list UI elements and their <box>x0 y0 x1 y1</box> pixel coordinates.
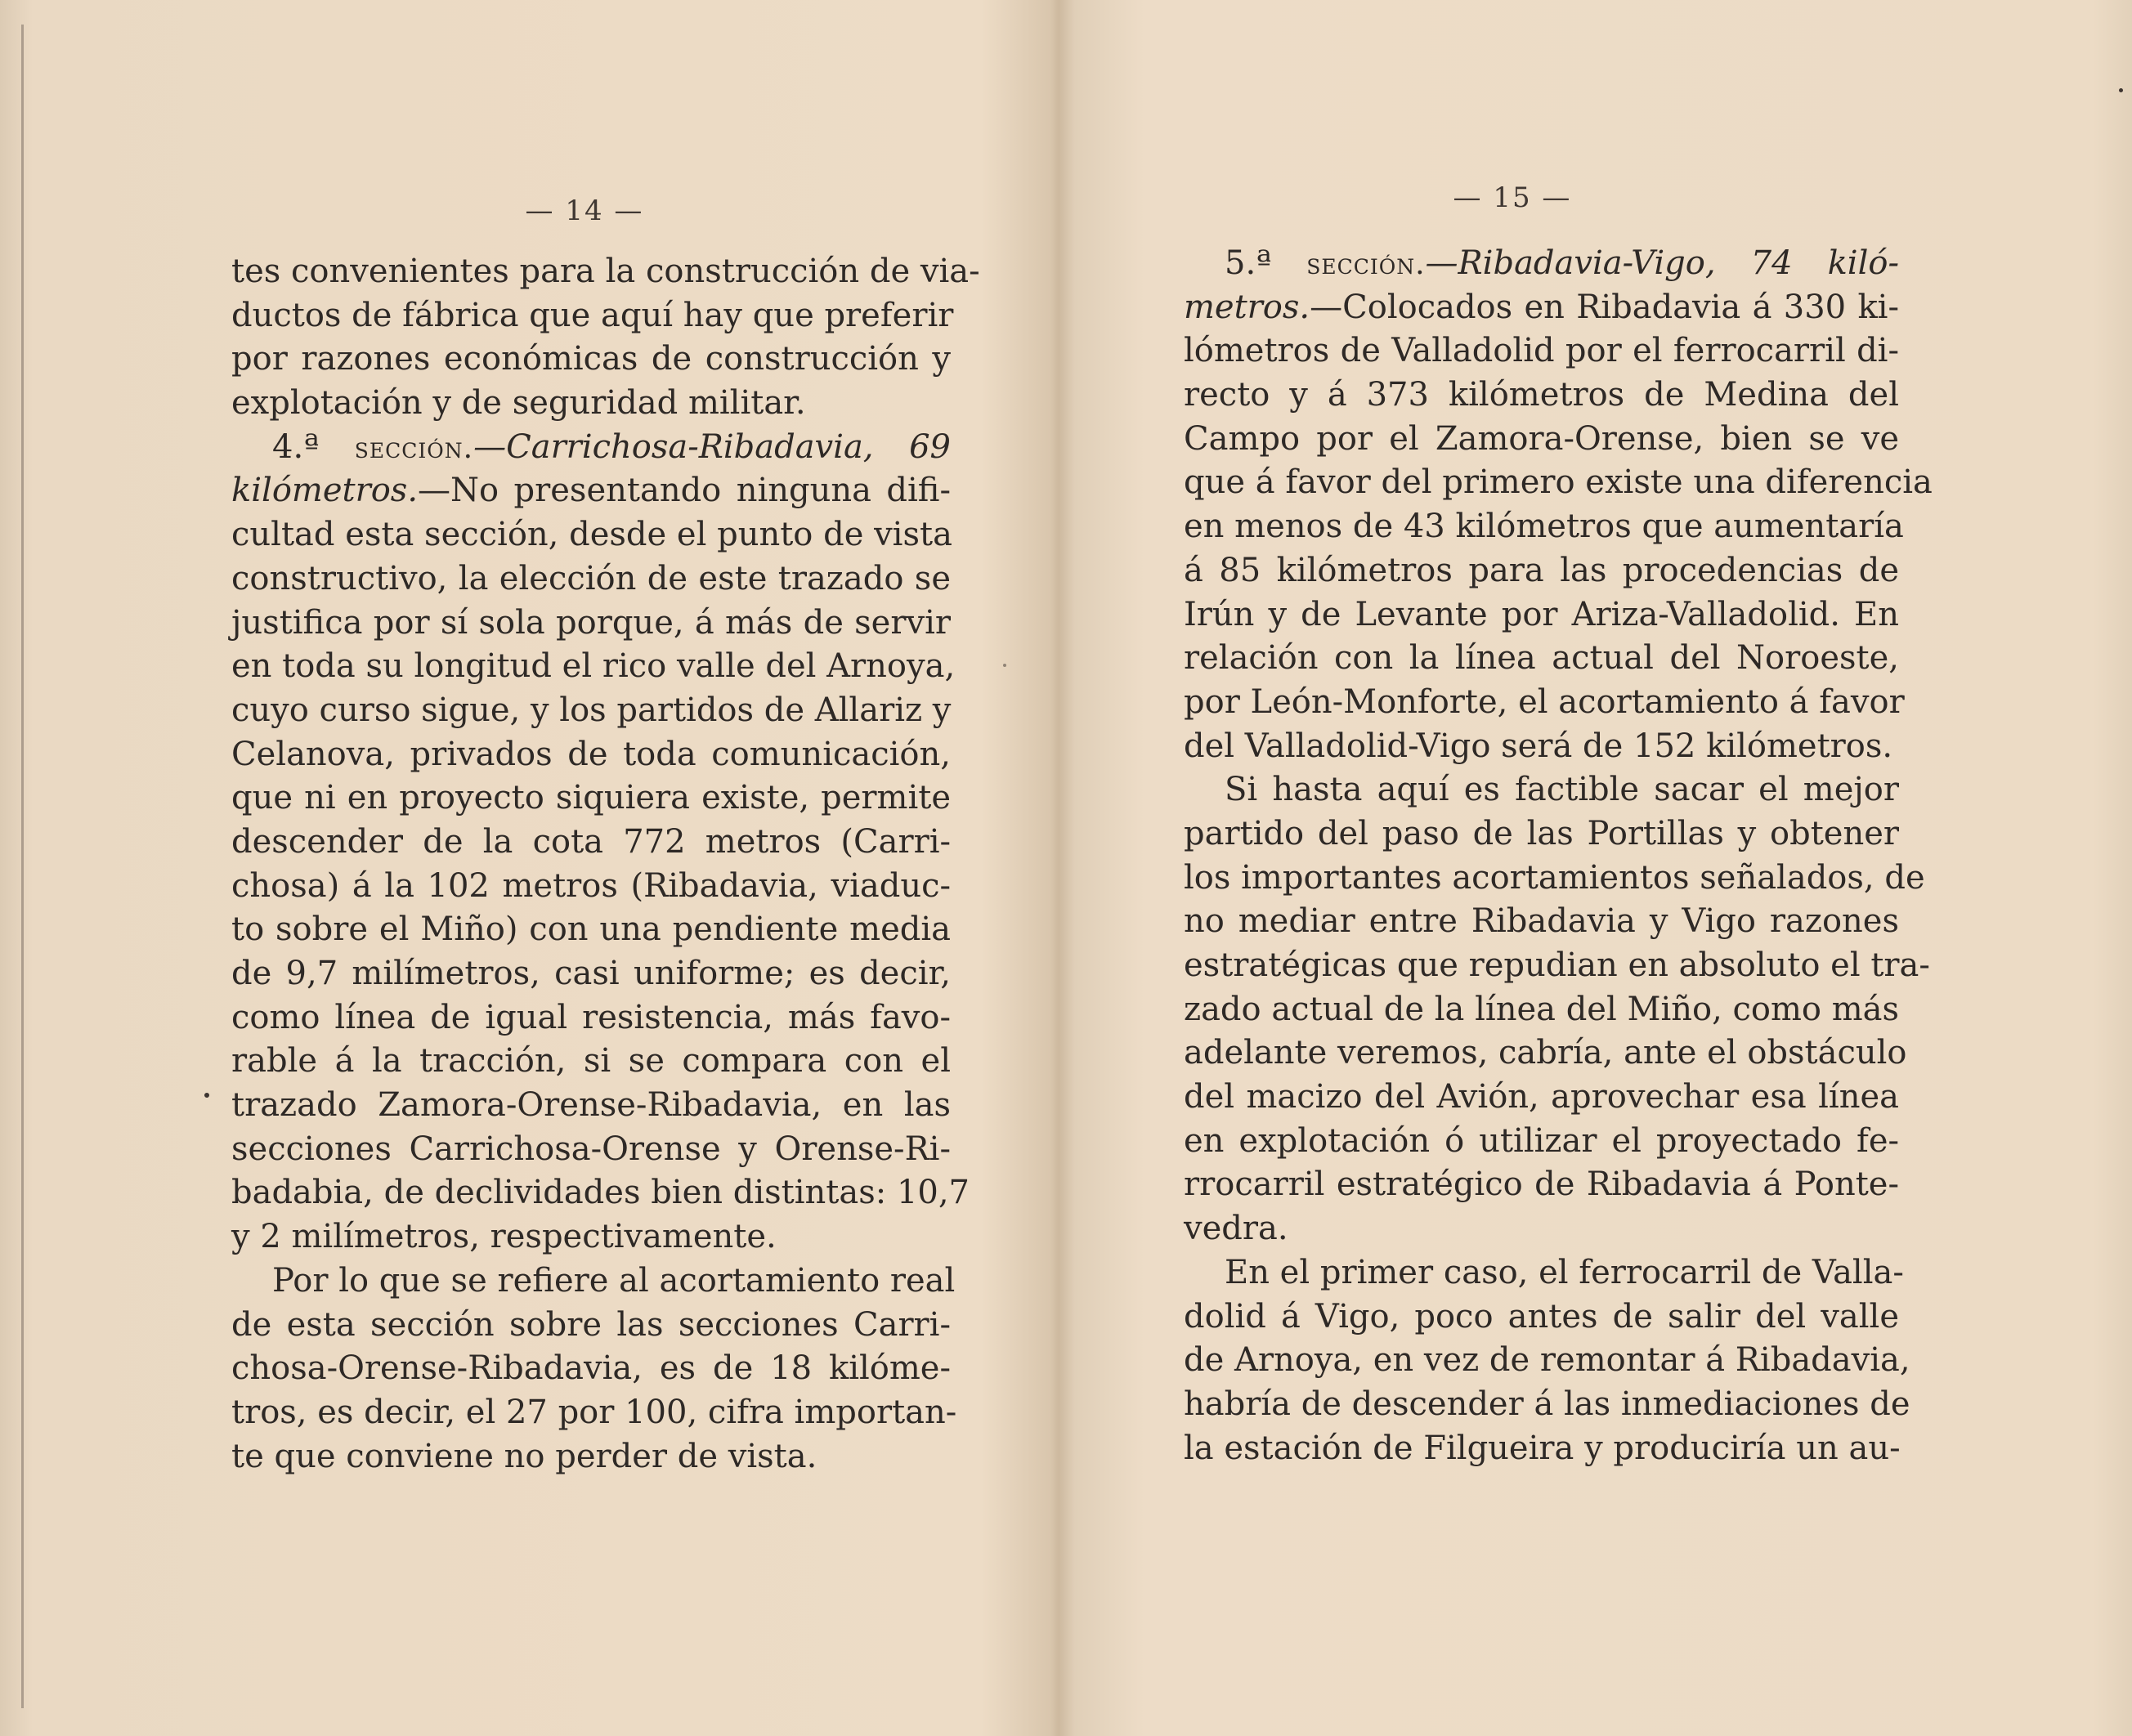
text-line: por razones económicas de construcción y <box>231 340 951 378</box>
text-line: habría de descender á las inmediaciones de <box>1184 1385 1910 1423</box>
text-fragment: —No presentando ninguna difi- <box>418 472 951 510</box>
text-line: en toda su longitud el rico valle del Arnoya, <box>231 647 956 686</box>
text-line: Celanova, privados de toda comunicación, <box>231 735 951 773</box>
text-line: cultad esta sección, desde el punto de vista <box>231 516 952 554</box>
section-title: —Ribadavia-Vigo, 74 kiló- <box>1425 244 1899 282</box>
text-line: en menos de 43 kilómetros que aumentaría <box>1184 508 1904 546</box>
text-line: Por lo que se refiere al acortamiento real <box>272 1261 956 1300</box>
text-line: á 85 kilómetros para las procedencias de <box>1184 551 1899 589</box>
text-line: como línea de igual resistencia, más favo- <box>231 998 951 1036</box>
text-line: tes convenientes para la construcción de via- <box>231 253 980 290</box>
text-fragment: —Colocados en Ribadavia á 330 ki- <box>1310 288 1899 326</box>
text-line: tros, es decir, el 27 por 100, cifra importan- <box>231 1393 957 1431</box>
text-line: vedra. <box>1184 1210 1288 1248</box>
text-line: relación con la línea actual del Noroeste, <box>1184 639 1899 678</box>
ink-speck <box>204 1093 209 1098</box>
text-line: zado actual de la línea del Miño, como más <box>1184 990 1900 1028</box>
right-page-text <box>1184 242 1933 1470</box>
text-line: del Valladolid-Vigo será de 152 kilómetros. <box>1184 727 1893 765</box>
section-number: 5.ª <box>1225 244 1272 282</box>
section-title-cont: kilómetros. <box>231 472 419 510</box>
text-line: trazado Zamora-Orense-Ribadavia, en las <box>231 1086 951 1125</box>
section-label: sección. <box>1306 248 1426 281</box>
text-line: que ni en proyecto siquiera existe, permite <box>231 779 951 817</box>
text-line: te que conviene no perder de vista. <box>231 1437 817 1475</box>
text-line: justifica por sí sola porque, á más de servir <box>231 603 951 642</box>
text-line: de Arnoya, en vez de remontar á Ribadavia, <box>1184 1341 1910 1380</box>
text-line: explotación y de seguridad militar. <box>231 384 806 423</box>
text-line: y 2 milímetros, respectivamente. <box>231 1218 777 1256</box>
ink-speck <box>2119 88 2123 92</box>
text-line: que á favor del primero existe una diferencia <box>1184 463 1933 502</box>
text-line: chosa) á la 102 metros (Ribadavia, viaduc- <box>231 866 951 905</box>
text-line: partido del paso de las Portillas y obtener <box>1184 814 1899 852</box>
ink-speck <box>1003 664 1006 667</box>
text-line: de 9,7 milímetros, casi uniforme; es decir, <box>231 955 951 992</box>
section-label: sección. <box>354 431 474 465</box>
text-line: en explotación ó utilizar el proyectado fe- <box>1184 1121 1899 1160</box>
text-line: descender de la cota 772 metros (Carri- <box>231 822 951 861</box>
text-line: ductos de fábrica que aquí hay que preferir <box>231 296 954 334</box>
section-number: 4.ª <box>272 427 320 466</box>
left-page <box>0 0 1059 1736</box>
text-line: to sobre el Miño) con una pendiente media <box>231 911 951 949</box>
text-line: En el primer caso, el ferrocarril de Valla- <box>1225 1253 1904 1291</box>
text-line: constructivo, la elección de este trazado se <box>231 559 951 597</box>
text-line: Si hasta aquí es factible sacar el mejor <box>1225 771 1899 809</box>
text-line: no mediar entre Ribadavia y Vigo razones <box>1184 902 1899 941</box>
section-heading-line <box>1184 242 1899 286</box>
text-line: de esta sección sobre las secciones Carri- <box>231 1305 951 1344</box>
text-line: cuyo curso sigue, y los partidos de Allariz y <box>231 691 952 729</box>
page-number: — 15 — <box>1453 181 1572 214</box>
text-line: rable á la tracción, si se compara con el <box>231 1042 951 1081</box>
text-line: badabia, de declividades bien distintas: 10,7 <box>231 1174 970 1212</box>
text-line: estratégicas que repudian en absoluto el tra- <box>1184 946 1930 984</box>
text-line: lómetros de Valladolid por el ferrocarril di- <box>1184 332 1899 370</box>
text-line: rrocarril estratégico de Ribadavia á Ponte- <box>1184 1166 1899 1204</box>
text-line: del macizo del Avión, aprovechar esa línea <box>1184 1078 1899 1116</box>
text-line: secciones Carrichosa-Orense y Orense-Ri- <box>231 1130 951 1168</box>
section-title-cont: metros. <box>1184 288 1310 326</box>
text-line: dolid á Vigo, poco antes de salir del valle <box>1184 1297 1899 1336</box>
text-line: por León-Monforte, el acortamiento á favor <box>1184 682 1905 721</box>
text-line: la estación de Filgueira y produciría un au- <box>1184 1429 1901 1467</box>
section-heading-line <box>231 426 951 470</box>
text-line: Irún y de Levante por Ariza-Valladolid. En <box>1184 595 1899 633</box>
page-number: — 14 — <box>525 195 644 227</box>
page-edge-rule <box>21 25 24 1708</box>
text-line: Campo por el Zamora-Orense, bien se ve <box>1184 419 1899 458</box>
section-heading-line <box>231 469 951 513</box>
text-line: adelante veremos, cabría, ante el obstáculo <box>1184 1034 1907 1072</box>
left-page-text <box>231 250 980 1479</box>
text-line: recto y á 373 kilómetros de Medina del <box>1184 376 1899 414</box>
section-heading-line <box>1184 286 1899 330</box>
section-title: —Carrichosa-Ribadavia, 69 <box>473 427 951 466</box>
text-line: chosa-Orense-Ribadavia, es de 18 kilóme- <box>231 1349 951 1388</box>
text-line: los importantes acortamientos señalados, de <box>1184 858 1925 897</box>
